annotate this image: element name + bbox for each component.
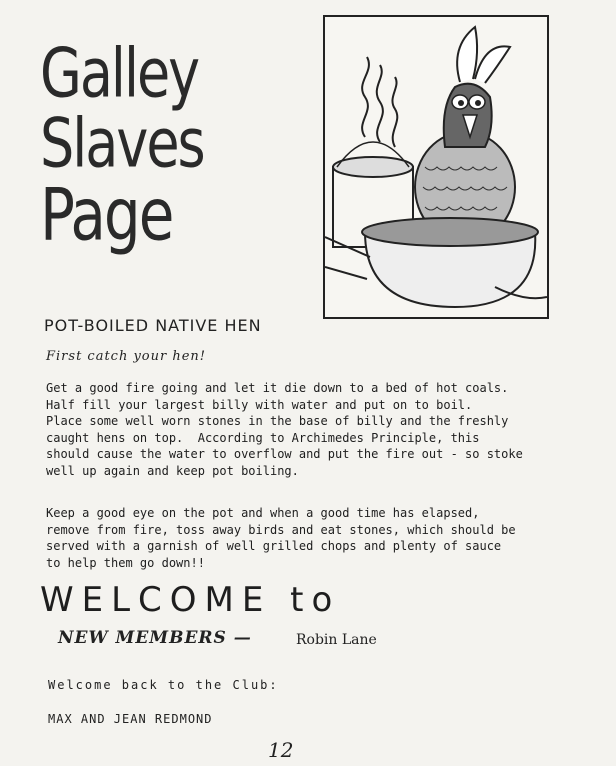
recipe-subtitle: First catch your hen! bbox=[46, 349, 207, 364]
welcome-heading: WELCOME to bbox=[40, 580, 341, 620]
new-members-label: NEW MEMBERS — bbox=[58, 628, 252, 648]
recipe-paragraph-2: Keep a good eye on the pot and when a good time has elapsed, remove from fire, toss away birds and eat stones, which should be served with a garnish of well grilled chops and plenty of sauce to help them go down!! bbox=[46, 506, 516, 570]
returning-members: MAX AND JEAN REDMOND bbox=[48, 712, 213, 726]
welcome-back-text: Welcome back to the Club: bbox=[48, 678, 279, 692]
hen-in-pot-icon bbox=[325, 17, 547, 317]
title-line-3: Page bbox=[40, 171, 173, 257]
page-number: 12 bbox=[268, 738, 294, 762]
new-member-name: Robin Lane bbox=[296, 632, 377, 648]
title-line-1: Galley bbox=[40, 33, 199, 113]
recipe-paragraph-1: Get a good fire going and let it die down to a bed of hot coals. Half fill your largest billy with water and put on to boil. Place some well worn stones in the base of billy and the freshly caught hens on top. According to Archimedes Principle, this should cause the water to overflow and put the fire out - so stoke well up again and keep pot boiling. bbox=[46, 381, 523, 478]
title-line-2: Slaves bbox=[40, 103, 204, 183]
hen-in-pot-illustration bbox=[323, 15, 549, 319]
recipe-title: POT-BOILED NATIVE HEN bbox=[44, 316, 262, 335]
